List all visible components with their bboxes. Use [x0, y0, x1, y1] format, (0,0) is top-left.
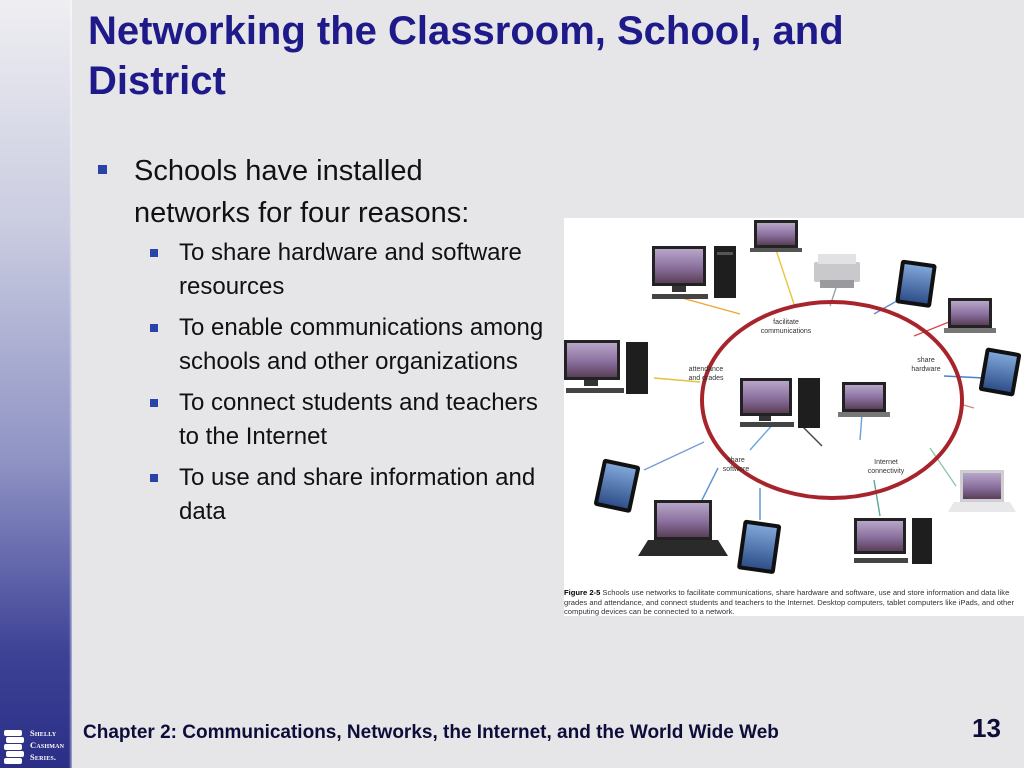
sub-bullet-text: To connect students and teachers to the Internet	[179, 389, 538, 450]
page-number: 13	[972, 713, 1001, 743]
printer-icon	[814, 254, 860, 288]
sub-bullet-item	[96, 311, 546, 379]
caption-text: Schools use networks to facilitate communications, share hardware and software, use and store information and data like grades and attendance, and connect students and teachers to the Internet. Desktop computers, tablet computers like iPads, and other computing devices can be connected to a network.	[564, 588, 1014, 617]
logo-line-1: Shelly	[30, 728, 57, 738]
label-share-sw-1: share	[727, 457, 745, 464]
slide-footer: Chapter 2: Communications, Networks, the Internet, and the World Wide Web	[83, 722, 779, 743]
figure-caption	[564, 588, 1024, 617]
laptop-icon	[638, 500, 728, 556]
svg-text:share	[727, 457, 745, 464]
label-attendance-1: attendance	[688, 366, 724, 373]
sub-bullet-text: To enable communications among schools and other organizations	[179, 314, 544, 375]
laptop-icon	[838, 382, 890, 417]
sub-bullet-list	[96, 236, 546, 529]
sub-bullet-text: To share hardware and software resources	[179, 239, 522, 300]
logo-line-3: Series.	[30, 752, 57, 762]
sidebar-gradient	[0, 0, 72, 768]
publisher-logo	[0, 724, 72, 768]
logo-text	[30, 727, 72, 763]
network-diagram	[564, 218, 1024, 590]
tablet-icon	[593, 458, 640, 513]
network-figure	[564, 218, 1024, 616]
laptop-icon	[944, 298, 996, 333]
logo-line-2: Cashman	[30, 740, 65, 750]
label-share-sw-2: software	[722, 466, 750, 473]
tablet-icon	[737, 519, 782, 574]
desktop-computer-icon	[854, 518, 932, 564]
svg-text:share	[917, 357, 935, 364]
laptop-icon	[948, 470, 1016, 512]
sub-bullet-item	[96, 386, 546, 454]
sub-bullet-text: To use and share information and data	[179, 464, 536, 525]
label-share-hw-2: hardware	[911, 366, 941, 373]
desktop-computer-icon	[652, 246, 736, 299]
label-facilitate-1: facilitate	[773, 319, 799, 326]
bullet-list	[96, 150, 546, 536]
sub-bullet-item	[96, 461, 546, 529]
label-facilitate-2: communications	[760, 328, 812, 335]
label-share-hw-1: share	[917, 357, 935, 364]
desktop-computer-icon	[740, 378, 820, 428]
svg-text:attendance	[689, 366, 724, 373]
square-bullet-icon	[150, 399, 158, 407]
label-internet-1: Internet	[874, 459, 898, 466]
square-bullet-icon	[150, 324, 158, 332]
caption-label: Figure 2-5	[564, 588, 601, 597]
laptop-icon	[750, 220, 802, 252]
tablet-icon	[978, 347, 1021, 397]
label-internet-2: connectivity	[867, 468, 905, 475]
tablet-icon	[895, 259, 937, 308]
svg-text:and grades	[688, 375, 724, 382]
slide-title: Networking the Classroom, School, and District	[88, 9, 844, 103]
square-bullet-icon	[150, 474, 158, 482]
svg-text:Internet	[874, 459, 898, 466]
svg-text:communications	[761, 328, 812, 335]
square-bullet-icon	[98, 165, 107, 174]
sub-bullet-item	[96, 236, 546, 304]
svg-text:connectivity	[868, 468, 905, 475]
desktop-computer-icon	[564, 340, 648, 394]
svg-text:hardware	[911, 366, 940, 373]
square-bullet-icon	[150, 249, 158, 257]
label-attendance-2: and grades	[688, 375, 724, 382]
bullet-text: Schools have installed networks for four reasons:	[134, 155, 470, 229]
svg-text:facilitate	[773, 319, 799, 326]
svg-text:software	[723, 466, 750, 473]
books-icon	[2, 726, 26, 766]
bullet-item	[96, 150, 546, 234]
